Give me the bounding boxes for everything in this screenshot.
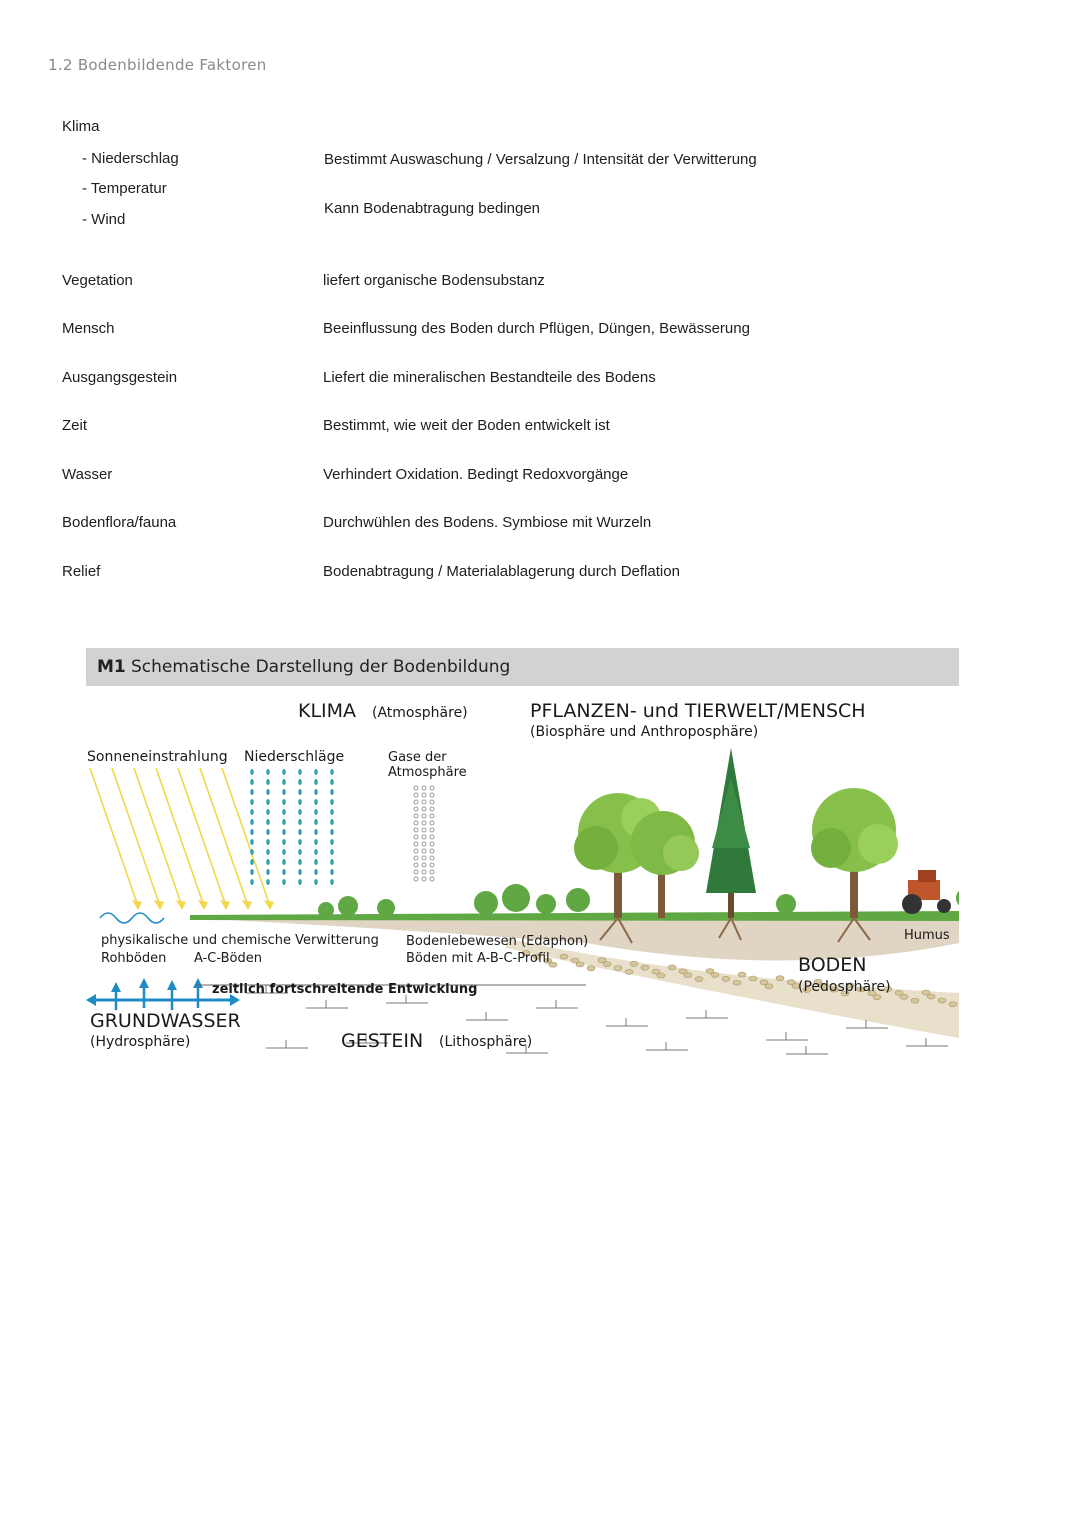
pebble <box>711 972 719 977</box>
sun-ray <box>178 768 226 906</box>
rain-drop <box>298 809 302 815</box>
gas-label-line1: Gase der <box>388 750 447 765</box>
klima-title: KLIMA <box>298 700 357 722</box>
rain-drop <box>330 879 334 885</box>
gas-dot <box>430 870 434 874</box>
pebble <box>722 976 730 981</box>
klima-sub-niederschlag: - Niederschlag <box>82 150 179 167</box>
rain-drop <box>250 879 254 885</box>
rain-drop <box>282 769 286 775</box>
klima-subtitle: (Atmosphäre) <box>372 705 468 721</box>
raw-soils-label: Rohböden <box>101 951 167 966</box>
bush <box>956 888 959 908</box>
factor-label-wasser: Wasser <box>62 466 113 483</box>
rain-drop <box>266 789 270 795</box>
pebble <box>765 984 773 989</box>
pebble <box>733 980 741 985</box>
klima-sub-temperatur: - Temperatur <box>82 180 167 197</box>
rain-drop <box>330 839 334 845</box>
rain-drop <box>330 819 334 825</box>
pebble <box>938 998 946 1003</box>
gas-dot <box>430 793 434 797</box>
factor-description-zeit: Bestimmt, wie weit der Boden entwickelt ist <box>323 417 610 434</box>
rain-drop <box>282 829 286 835</box>
pebble <box>668 965 676 970</box>
klima-sub-wind: - Wind <box>82 211 126 228</box>
sun-ray-head <box>264 900 274 910</box>
gas-dot <box>422 863 426 867</box>
rain-drop <box>330 789 334 795</box>
rain-drop <box>282 779 286 785</box>
rain-drop <box>266 819 270 825</box>
factor-description-vegetation: liefert organische Bodensubstanz <box>323 272 545 289</box>
gas-dots <box>414 786 434 881</box>
biosphere-title: PFLANZEN- und TIERWELT/MENSCH <box>530 700 866 722</box>
rain-drop <box>266 849 270 855</box>
bush <box>338 896 358 916</box>
factor-label-bodenflora: Bodenflora/fauna <box>62 514 177 531</box>
rain-drop <box>250 839 254 845</box>
pebble <box>576 962 584 967</box>
gas-dot <box>422 828 426 832</box>
rock-subtitle: (Lithosphäre) <box>439 1034 533 1050</box>
rain-drop <box>266 769 270 775</box>
factor-description-wasser: Verhindert Oxidation. Bedingt Redoxvorgänge <box>323 466 629 483</box>
rain-drop <box>282 799 286 805</box>
pebble <box>911 998 919 1003</box>
sun-ray-head <box>154 900 164 910</box>
pebble <box>684 973 692 978</box>
pebble <box>641 965 649 970</box>
rain-drop <box>250 859 254 865</box>
factor-description-bodenflora: Durchwühlen des Bodens. Symbiose mit Wurzeln <box>323 514 652 531</box>
pebble <box>625 969 633 974</box>
rain-drop <box>298 819 302 825</box>
rain-drop <box>282 849 286 855</box>
gas-dot <box>414 807 418 811</box>
gas-dot <box>422 821 426 825</box>
rain-drop <box>282 809 286 815</box>
factor-label-vegetation: Vegetation <box>62 272 133 289</box>
pebble <box>560 954 568 959</box>
gas-dot <box>414 814 418 818</box>
gas-dot <box>414 849 418 853</box>
rain-drop <box>250 779 254 785</box>
rock-title: GESTEIN <box>341 1030 424 1052</box>
gas-dot <box>422 786 426 790</box>
pebble <box>776 976 784 981</box>
factor-label-mensch: Mensch <box>62 320 115 337</box>
gas-dot <box>422 793 426 797</box>
rain-drop <box>266 779 270 785</box>
pebble <box>549 962 557 967</box>
gas-dot <box>430 856 434 860</box>
rain-drop <box>282 789 286 795</box>
rain-drop <box>250 849 254 855</box>
sun-ray <box>112 768 160 906</box>
pebble <box>695 977 703 982</box>
sun-rays <box>90 768 274 910</box>
factor-description-mensch: Beeinflussung des Boden durch Pflügen, Düngen, Bewässerung <box>323 320 750 337</box>
factor-label-zeit: Zeit <box>62 417 88 434</box>
gas-dot <box>422 835 426 839</box>
rain-drop <box>314 879 318 885</box>
weathering-label: physikalische und chemische Verwitterung <box>101 933 379 948</box>
gas-dot <box>414 863 418 867</box>
factor-description-relief: Bodenabtragung / Materialablagerung durch Deflation <box>323 563 680 580</box>
gas-dot <box>422 842 426 846</box>
pebble <box>749 976 757 981</box>
rain-drop <box>266 799 270 805</box>
rain-drop <box>298 769 302 775</box>
gas-dot <box>422 807 426 811</box>
rain-drop <box>266 839 270 845</box>
gas-dot <box>430 835 434 839</box>
sun-label: Sonneneinstrahlung <box>87 749 228 765</box>
gas-dot <box>414 842 418 846</box>
rain-drop <box>298 779 302 785</box>
bush <box>566 888 590 912</box>
soil-formation-figure <box>86 648 959 1060</box>
deciduous-tree-3 <box>811 788 898 918</box>
rain-drop <box>330 829 334 835</box>
rain-drop <box>298 859 302 865</box>
factor-label-relief: Relief <box>62 563 101 580</box>
gas-dot <box>430 849 434 853</box>
rain-drop <box>314 769 318 775</box>
rain-drop <box>250 819 254 825</box>
sun-ray <box>222 768 270 906</box>
rain-drop <box>266 859 270 865</box>
deciduous-tree-2 <box>631 811 699 918</box>
pebble <box>587 966 595 971</box>
rain-drop <box>250 829 254 835</box>
sun-ray-head <box>176 900 186 910</box>
rain-drop <box>330 799 334 805</box>
gas-dot <box>422 856 426 860</box>
rain-drop <box>266 869 270 875</box>
rain-drop <box>282 839 286 845</box>
humus-label: Humus <box>904 928 950 943</box>
gas-dot <box>430 814 434 818</box>
groundwater-title: GRUNDWASSER <box>90 1010 241 1032</box>
sun-ray-head <box>198 900 208 910</box>
rain-drop <box>298 829 302 835</box>
sun-ray-head <box>220 900 230 910</box>
groundwater-subtitle: (Hydrosphäre) <box>90 1034 191 1050</box>
time-label: zeitlich fortschreitende Entwicklung <box>212 982 478 997</box>
gas-dot <box>422 849 426 853</box>
gas-dot <box>422 814 426 818</box>
gas-dot <box>422 877 426 881</box>
gas-dot <box>414 793 418 797</box>
gas-dot <box>414 835 418 839</box>
gas-dot <box>414 800 418 804</box>
rain-drop <box>298 869 302 875</box>
pebble <box>738 972 746 977</box>
sun-ray <box>156 768 204 906</box>
gas-dot <box>430 821 434 825</box>
bush <box>776 894 796 914</box>
gas-dot <box>422 870 426 874</box>
rain-drop <box>330 859 334 865</box>
rain-drop <box>330 769 334 775</box>
rain-drop <box>330 809 334 815</box>
sun-ray-head <box>242 900 252 910</box>
sun-ray <box>200 768 248 906</box>
rain-drop <box>282 859 286 865</box>
abc-soils-label: Böden mit A-B-C-Profil <box>406 951 550 966</box>
gas-dot <box>430 863 434 867</box>
bush <box>377 899 395 917</box>
gas-dot <box>430 786 434 790</box>
rain-label: Niederschläge <box>244 749 345 765</box>
klima-description-2: Kann Bodenabtragung bedingen <box>324 200 541 217</box>
boden-subtitle: (Pedosphäre) <box>798 979 891 995</box>
bush <box>318 902 334 918</box>
sun-ray <box>134 768 182 906</box>
page-heading: 1.2 Bodenbildende Faktoren <box>48 56 267 74</box>
rain-drop <box>250 809 254 815</box>
edaphon-label: Bodenlebewesen (Edaphon) <box>406 934 589 949</box>
rain-drop <box>282 819 286 825</box>
rain-drop <box>282 869 286 875</box>
rain-drop <box>266 809 270 815</box>
rain-drops <box>250 769 334 885</box>
rain-drop <box>250 769 254 775</box>
gas-dot <box>430 842 434 846</box>
conifer-tree <box>706 748 756 918</box>
gas-dot <box>414 821 418 825</box>
pebble <box>603 962 611 967</box>
gas-dot <box>414 870 418 874</box>
rain-drop <box>298 849 302 855</box>
bush <box>502 884 530 912</box>
sun-ray <box>90 768 138 906</box>
klima-description-1: Bestimmt Auswaschung / Versalzung / Intensität der Verwitterung <box>324 151 757 168</box>
rain-drop <box>266 879 270 885</box>
bush <box>536 894 556 914</box>
figure-number: M1 <box>97 657 126 677</box>
rain-drop <box>250 799 254 805</box>
rain-drop <box>330 779 334 785</box>
gas-dot <box>422 800 426 804</box>
pebble <box>873 995 881 1000</box>
gas-label-line2: Atmosphäre <box>388 765 467 780</box>
gas-dot <box>430 877 434 881</box>
grass-strip <box>190 911 959 921</box>
rain-drop <box>298 789 302 795</box>
rain-drop <box>282 879 286 885</box>
rain-drop <box>314 799 318 805</box>
gas-dot <box>414 856 418 860</box>
pebble <box>900 994 908 999</box>
pebble <box>927 994 935 999</box>
water-wave-icon <box>100 913 164 923</box>
biosphere-subtitle: (Biosphäre und Anthroposphäre) <box>530 724 759 740</box>
gas-dot <box>414 786 418 790</box>
pebble <box>630 961 638 966</box>
rain-drop <box>314 779 318 785</box>
pebble <box>614 966 622 971</box>
factor-label-klima: Klima <box>62 118 100 135</box>
rain-drop <box>330 869 334 875</box>
rain-drop <box>250 869 254 875</box>
rain-drop <box>250 789 254 795</box>
rain-drop <box>314 849 318 855</box>
rain-drop <box>298 799 302 805</box>
gas-dot <box>430 807 434 811</box>
gas-dot <box>430 800 434 804</box>
boden-title: BODEN <box>798 954 867 976</box>
bush <box>474 891 498 915</box>
factor-label-ausgangsgestein: Ausgangsgestein <box>62 369 178 386</box>
tractor-icon <box>902 870 951 914</box>
rain-drop <box>314 789 318 795</box>
ac-soils-label: A-C-Böden <box>194 951 262 966</box>
gas-dot <box>414 828 418 832</box>
rain-drop <box>298 879 302 885</box>
pebble <box>949 1002 957 1007</box>
figure-title: Schematische Darstellung der Bodenbildung <box>131 657 511 677</box>
rain-drop <box>298 839 302 845</box>
rain-drop <box>266 829 270 835</box>
sun-ray-head <box>132 900 142 910</box>
rain-drop <box>314 819 318 825</box>
rain-drop <box>314 829 318 835</box>
pebble <box>657 973 665 978</box>
gas-dot <box>430 828 434 832</box>
factor-description-ausgangsgestein: Liefert die mineralischen Bestandteile des Bodens <box>323 369 656 386</box>
rain-drop <box>314 809 318 815</box>
rain-drop <box>314 869 318 875</box>
gas-dot <box>414 877 418 881</box>
rain-drop <box>314 839 318 845</box>
rain-drop <box>314 859 318 865</box>
rain-drop <box>330 849 334 855</box>
